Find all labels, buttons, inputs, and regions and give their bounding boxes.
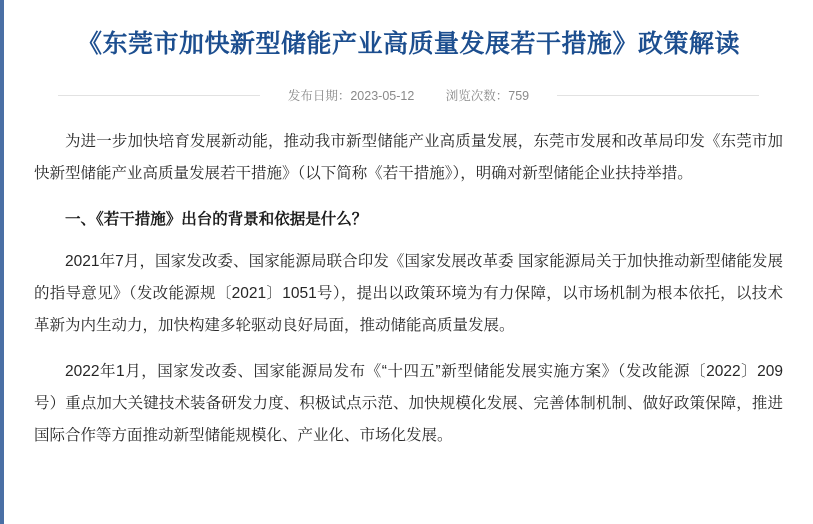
meta-inner (260, 86, 557, 104)
paragraph: 2022年1月，国家发改委、国家能源局发布《“十四五”新型储能发展实施方案》（发改能源〔2022〕209号）重点加大关键技术装备研发力度、积极试点示范、加快规模化发展、完善体制机制、做好政策保障，推进国际合作等方面推动新型储能规模化、产业化、市场化发展。 (34, 363, 783, 444)
section-heading: 一、《若干措施》出台的背景和依据是什么？ (65, 211, 368, 228)
publish-date: 发布日期：2023-05-12 (287, 89, 415, 103)
view-count: 浏览次数：759 (445, 89, 530, 103)
document-body (34, 126, 783, 452)
paragraph: 为进一步加快培育发展新动能，推动我市新型储能产业高质量发展，东莞市发展和改革局印发《东莞市加快新型储能产业高质量发展若干措施》（以下简称《若干措施》），明确对新型储能企业扶持举措。 (34, 133, 783, 182)
paragraph: 2021年7月，国家发改委、国家能源局联合印发《国家发展改革委 国家能源局关于加快推动新型储能发展的指导意见》（发改能源规〔2021〕1051号），提出以政策环境为有力保障，以市场机制为根本依托，以技术革新为内生动力，加快构建多轮驱动良好局面，推动储能高质量发展。 (34, 253, 783, 334)
left-accent-bar (0, 0, 4, 524)
page-title: 《东莞市加快新型储能产业高质量发展若干措施》政策解读 (76, 30, 740, 58)
document-meta (34, 86, 783, 110)
